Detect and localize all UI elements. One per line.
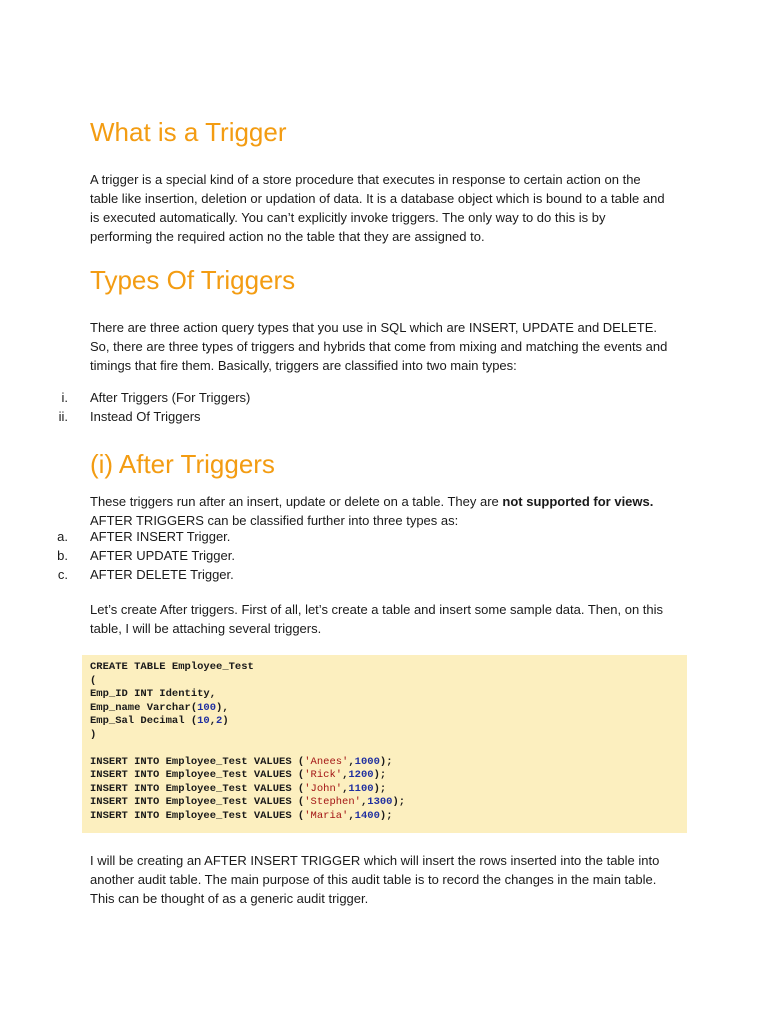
list-marker: i. xyxy=(61,390,68,405)
heading-what-is-trigger: What is a Trigger xyxy=(90,117,287,147)
code-line: Emp_Sal Decimal (10,2) xyxy=(90,715,229,727)
list-marker: b. xyxy=(57,548,68,563)
list-item-text: After Triggers (For Triggers) xyxy=(90,390,251,405)
code-line: Emp_name Varchar(100), xyxy=(90,701,229,714)
code-line: INSERT INTO Employee_Test VALUES ('Anees',1000); xyxy=(90,755,393,768)
code-block xyxy=(82,655,687,833)
list-marker: a. xyxy=(57,529,68,544)
code-line: INSERT INTO Employee_Test VALUES ('Maria',1400); xyxy=(90,809,393,822)
code-line: ( xyxy=(90,674,97,687)
list-item xyxy=(0,565,700,584)
code-line: ) xyxy=(90,728,97,741)
heading-after-triggers: (i) After Triggers xyxy=(90,449,275,479)
list-item-text: AFTER UPDATE Trigger. xyxy=(90,548,235,563)
intro-text-2: AFTER TRIGGERS can be classified further into three types as: xyxy=(90,513,459,528)
paragraph-types-intro: There are three action query types that you use in SQL which are INSERT, UPDATE and DELETE. So, there are three types of triggers and hybrids that come from mixing and matching the events and timings that fire them. Basically, triggers are classified into two main types: xyxy=(90,320,668,373)
code-line: Emp_ID INT Identity, xyxy=(90,688,217,700)
list-marker: c. xyxy=(57,567,68,582)
paragraph-after-intro xyxy=(90,492,670,530)
list-item xyxy=(0,407,700,426)
code-line: INSERT INTO Employee_Test VALUES ('John',1100); xyxy=(90,782,387,795)
list-item xyxy=(0,388,700,407)
code-line: INSERT INTO Employee_Test VALUES ('Rick',1200); xyxy=(90,769,387,781)
intro-bold-text: not supported for views. xyxy=(502,494,654,509)
code-line: INSERT INTO Employee_Test VALUES ('Stephen',1300); xyxy=(90,796,406,808)
list-marker: ii. xyxy=(58,409,68,424)
list-item-text: AFTER DELETE Trigger. xyxy=(90,567,234,582)
paragraph-create-after-triggers: Let’s create After triggers. First of all, let’s create a table and insert some sample data. Then, on this table, I will be attaching several triggers. xyxy=(90,602,664,636)
paragraph-trigger-definition: A trigger is a special kind of a store procedure that executes in response to certain action on the table like insertion, deletion or updation of data. It is a database object which is bound to a table and is executed automatically. You can’t explicitly invoke triggers. The only way to do this is by performing the required action no the table that they are assigned to. xyxy=(90,172,665,244)
code-line: CREATE TABLE Employee_Test xyxy=(90,661,254,673)
intro-text: These triggers run after an insert, update or delete on a table. They are xyxy=(90,494,503,509)
sql-code xyxy=(90,661,405,823)
list-item-text: Instead Of Triggers xyxy=(90,409,201,424)
list-item xyxy=(0,527,700,546)
list-item xyxy=(0,546,700,565)
list-item-text: AFTER INSERT Trigger. xyxy=(90,529,231,544)
paragraph-after-insert-trigger: I will be creating an AFTER INSERT TRIGGER which will insert the rows inserted into the table into another audit table. The main purpose of this audit table is to record the changes in the main table. This can be thought of as a generic audit trigger. xyxy=(90,853,660,906)
heading-types-of-triggers: Types Of Triggers xyxy=(90,265,296,295)
